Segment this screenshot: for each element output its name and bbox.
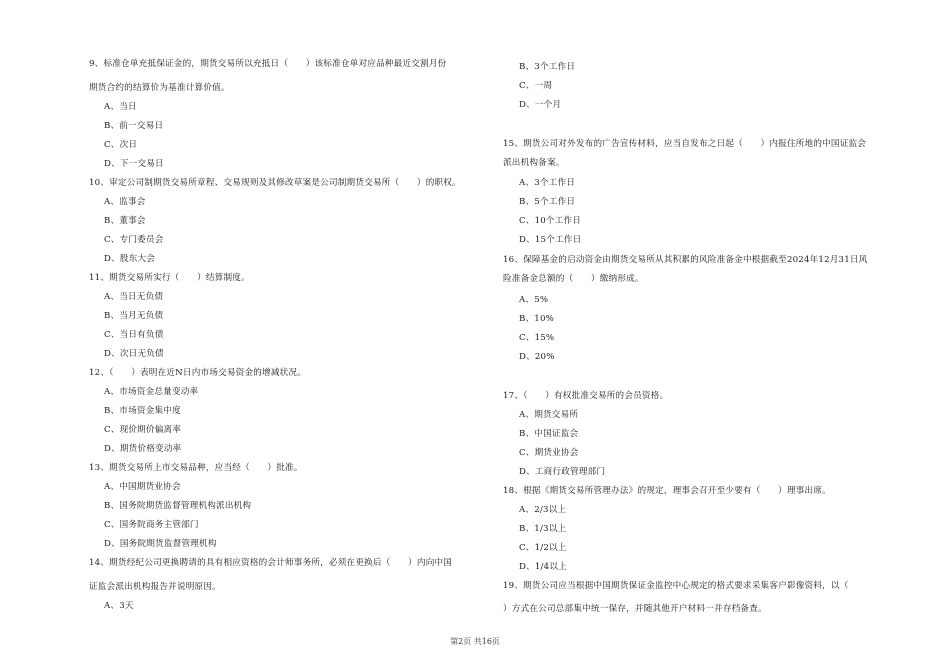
option-text: A、2/3以上: [519, 505, 567, 515]
option-text: C、专门委员会: [104, 235, 164, 245]
option-text: D、国务院期货监督管理机构: [104, 539, 217, 549]
option-text: C、现价期价偏离率: [104, 425, 182, 435]
question-text: 险准备金总额的（ ）缴纳形成。: [503, 274, 644, 284]
option-text: A、3个工作日: [519, 178, 576, 188]
question-text: 17、（ ）有权批准交易所的会员资格。: [503, 391, 669, 401]
question-text: 11、期货交易所实行（ ）结算制度。: [89, 273, 250, 283]
option-text: A、当日: [104, 102, 137, 112]
option-text: D、一个月: [519, 100, 562, 110]
question-text: 12、（ ）表明在近N日内市场交易资金的增减状况。: [89, 368, 307, 378]
option-text: B、国务院期货监督管理机构派出机构: [104, 501, 252, 511]
option-text: D、20%: [519, 352, 555, 362]
option-text: D、次日无负债: [104, 349, 164, 359]
option-text: A、当日无负债: [104, 292, 164, 302]
option-text: B、1/3以上: [519, 524, 567, 534]
option-text: A、期货交易所: [519, 410, 579, 420]
option-text: C、次日: [104, 140, 138, 150]
option-text: C、一周: [519, 81, 553, 91]
option-text: A、3天: [104, 601, 134, 611]
option-text: D、股东大会: [104, 254, 156, 264]
option-text: C、国务院商务主管部门: [104, 520, 199, 530]
option-text: C、1/2以上: [519, 543, 567, 553]
option-text: C、15%: [519, 333, 555, 343]
question-text: 18、根据《期货交易所管理办法》的规定，理事会召开至少要有（ ）理事出席。: [503, 486, 831, 496]
option-text: B、5个工作日: [519, 197, 576, 207]
question-text: 15、期货公司对外发布的广告宣传材料，应当自发布之日起（ ）内报住所地的中国证监会: [503, 139, 867, 149]
option-text: B、董事会: [104, 216, 146, 226]
option-text: D、期货价格变动率: [104, 444, 182, 454]
question-text: 16、保障基金的启动资金由期货交易所从其积累的风险准备金中根据截至2024年12月31日风: [503, 255, 868, 265]
question-text: 19、期货公司应当根据中国期货保证金监控中心规定的格式要求采集客户影像资料，以（: [503, 581, 849, 591]
option-text: B、市场资金集中度: [104, 406, 181, 416]
option-text: B、中国证监会: [519, 429, 579, 439]
option-text: D、1/4以上: [519, 562, 567, 572]
option-text: B、当月无负债: [104, 311, 164, 321]
page-footer: 第2页 共16页: [450, 637, 500, 646]
option-text: C、10个工作日: [519, 216, 582, 226]
option-text: D、工商行政管理部门: [519, 467, 606, 477]
option-text: D、下一交易日: [104, 159, 164, 169]
option-text: A、5%: [519, 295, 549, 305]
question-text: 10、审定公司制期货交易所章程、交易规则及其修改草案是公司制期货交易所（ ）的职权。: [89, 178, 461, 188]
question-text: 派出机构备案。: [503, 158, 565, 168]
question-text: 14、期货经纪公司更换聘请的具有相应资格的会计师事务所，必须在更换后（ ）内向中国: [89, 558, 453, 568]
option-text: B、3个工作日: [519, 62, 576, 72]
option-text: C、期货业协会: [519, 448, 579, 458]
question-text: ）方式在公司总部集中统一保存，并随其他开户材料一并存档备查。: [503, 604, 767, 614]
option-text: A、监事会: [104, 197, 146, 207]
question-text: 9、标准仓单充抵保证金的，期货交易所以充抵日（ ）该标准仓单对应品种最近交割月份: [89, 59, 447, 69]
question-text: 证监会派出机构报告并说明原因。: [89, 582, 221, 592]
question-text: 期货合约的结算价为基准计算价值。: [89, 83, 230, 93]
option-text: A、中国期货业协会: [104, 482, 181, 492]
option-text: D、15个工作日: [519, 235, 582, 245]
option-text: C、当日有负债: [104, 330, 164, 340]
question-text: 13、期货交易所上市交易品种，应当经（ ）批准。: [89, 463, 303, 473]
option-text: A、市场资金总量变动率: [104, 387, 199, 397]
option-text: B、前一交易日: [104, 121, 164, 131]
option-text: B、10%: [519, 314, 555, 324]
